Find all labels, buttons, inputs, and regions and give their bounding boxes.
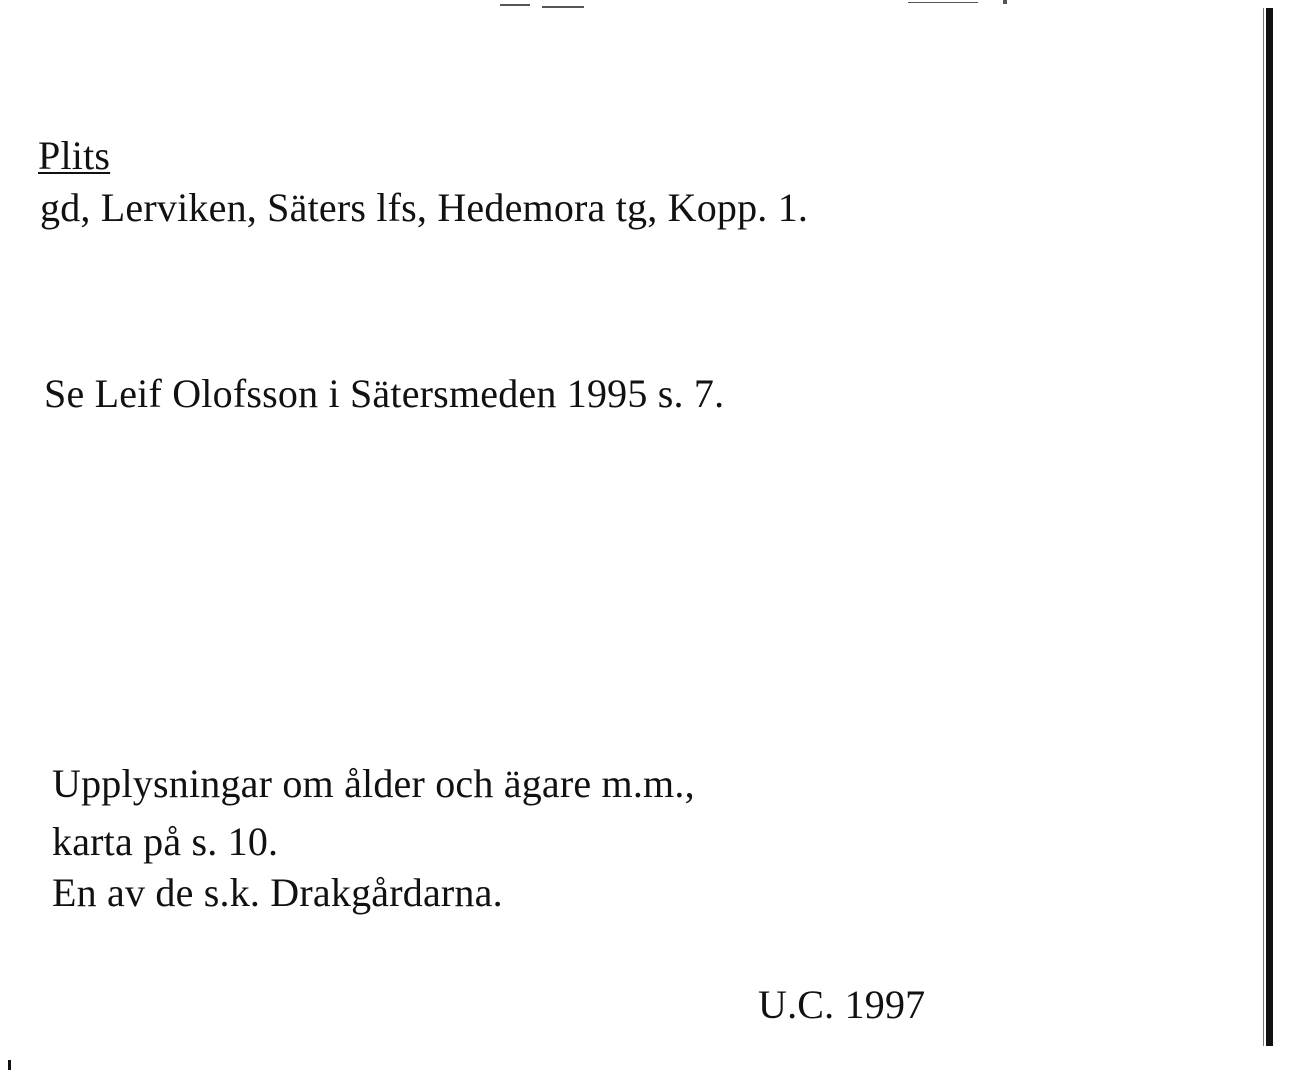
signature-line: U.C. 1997 — [758, 982, 926, 1027]
scan-artifact — [542, 6, 584, 8]
note-line-3: En av de s.k. Drakgårdarna. — [52, 870, 503, 915]
scan-artifact — [1003, 0, 1007, 4]
scan-artifact — [500, 4, 530, 6]
note-line-2: karta på s. 10. — [52, 819, 279, 864]
reference-line: Se Leif Olofsson i Sätersmeden 1995 s. 7. — [44, 371, 725, 416]
scan-artifact — [908, 2, 978, 3]
card-title: Plits — [38, 133, 111, 178]
card-subtitle: gd, Lerviken, Säters lfs, Hedemora tg, Kopp. 1. — [40, 185, 809, 230]
note-line-1: Upplysningar om ålder och ägare m.m., — [52, 761, 695, 806]
scan-edge-border — [1266, 8, 1273, 1046]
scan-edge-shadow — [1263, 8, 1264, 1046]
scan-corner-mark — [8, 1060, 11, 1070]
